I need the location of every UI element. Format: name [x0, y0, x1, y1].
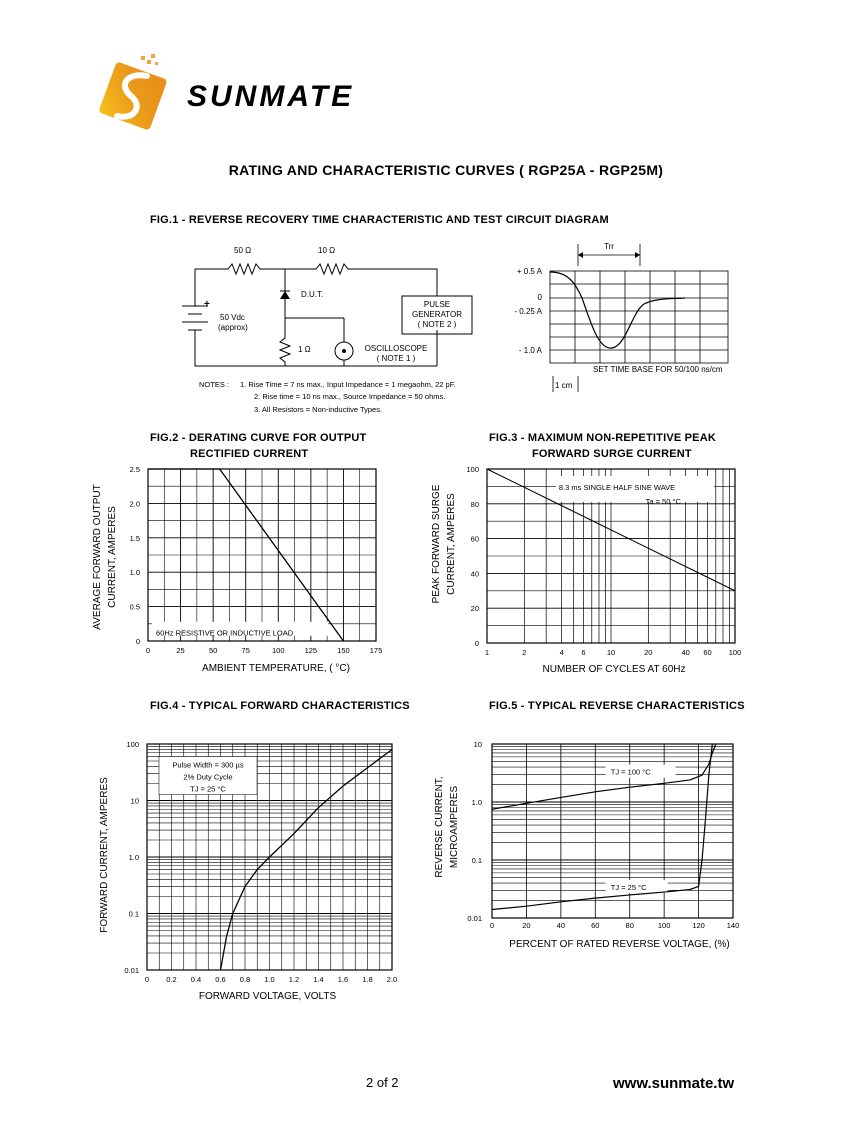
fig3-title-l1: FIG.3 - MAXIMUM NON-REPETITIVE PEAK: [489, 432, 717, 444]
notes-label: NOTES :: [199, 380, 230, 389]
pulse-l2: GENERATOR: [412, 310, 462, 319]
fig5-title: FIG.5 - TYPICAL REVERSE CHARACTERISTICS: [489, 700, 745, 712]
brand-name: SUNMATE: [187, 80, 355, 113]
fig2-x-tick: 100: [272, 646, 285, 655]
fig4-x-tick: 1.6: [337, 975, 349, 984]
fig2-x-tick: 175: [369, 646, 383, 655]
one-cm-label: 1 cm: [555, 381, 573, 390]
note3: 3. All Resistors = Non-inductive Types.: [254, 405, 383, 414]
fig4-title: FIG.4 - TYPICAL FORWARD CHARACTERISTICS: [150, 700, 410, 712]
fig4-x-label: FORWARD VOLTAGE, VOLTS: [198, 991, 337, 1002]
fig5-x-label: PERCENT OF RATED REVERSE VOLTAGE, (%): [509, 939, 730, 950]
fig5-x-tick: 60: [591, 921, 600, 930]
fig2-x-tick: 125: [304, 646, 318, 655]
r3-label: 1 Ω: [298, 345, 311, 354]
y-label-pos05: + 0.5 A: [516, 267, 542, 276]
fig2-chart: [85, 460, 405, 680]
r1-label: 50 Ω: [234, 246, 252, 255]
sunmate-logo: [95, 50, 365, 142]
fig3-y-tick: 100: [466, 465, 479, 474]
fig2-x-tick: 50: [208, 646, 218, 655]
page-title: RATING AND CHARACTERISTIC CURVES ( RGP25A - RGP25M): [228, 162, 664, 178]
time-base-label: SET TIME BASE FOR 50/100 ns/cm: [593, 365, 723, 374]
fig2-x-tick: 75: [241, 646, 250, 655]
note2: 2. Rise time = 10 ns max., Source Impedance = 50 ohms.: [254, 392, 446, 401]
fig5-y-tick: 10: [473, 740, 482, 749]
fig3-y-tick: 0: [474, 639, 479, 648]
fig5-x-tick: 40: [556, 921, 566, 930]
fig3-x-tick: 2: [522, 648, 527, 657]
fig5-x-tick: 100: [657, 921, 671, 930]
fig3-y-label-l1: PEAK FORWARD SURGE: [431, 484, 442, 604]
fig5-x-tick: 140: [726, 921, 740, 930]
fig4-x-tick: 1.0: [264, 975, 275, 984]
fig2-x-label: AMBIENT TEMPERATURE, ( °C): [202, 663, 350, 674]
note1: 1. Rise Time = 7 ns max., Input Impedance = 1 megaohm, 22 pF.: [240, 380, 456, 389]
fig3-x-tick: 10: [606, 648, 616, 657]
fig4-y-tick: 0.01: [124, 966, 139, 975]
fig4-y-tick: 100: [126, 740, 139, 749]
fig4-x-tick: 1.4: [313, 975, 324, 984]
fig3-y-tick: 40: [470, 569, 479, 579]
fig3-title-l2: FORWARD SURGE CURRENT: [532, 448, 692, 460]
fig5-y-tick: 1.0: [471, 798, 482, 807]
fig2-title-l1: FIG.2 - DERATING CURVE FOR OUTPUT: [150, 432, 367, 444]
fig2-y-tick: 2.0: [129, 499, 140, 509]
fig2-y-tick: 2.5: [129, 465, 140, 474]
fig4-y-tick: 10: [130, 796, 139, 806]
fig4-x-tick: 1.2: [288, 975, 300, 984]
dut-label: D.U.T.: [301, 290, 324, 299]
fig3-x-tick: 100: [728, 648, 742, 657]
website-url: www.sunmate.tw: [613, 1075, 735, 1092]
fig3-x-tick: 40: [681, 648, 690, 657]
fig3-y-tick: 60: [470, 534, 479, 544]
fig2-x-tick: 150: [337, 646, 350, 655]
fig5-x-tick: 80: [625, 921, 634, 930]
fig5-y-label-l1: REVERSE CURRENT,: [434, 776, 445, 878]
fig3-x-tick: 1: [484, 648, 490, 657]
fig4-y-tick: 1.0: [128, 853, 139, 862]
fig2-y-label-l1: AVERAGE FORWARD OUTPUT: [92, 484, 103, 630]
fig4-y-label: FORWARD CURRENT, AMPERES: [99, 777, 110, 933]
fig3-x-tick: 6: [581, 648, 586, 657]
fig5-x-tick: 0: [489, 921, 495, 930]
fig4-x-tick: 2.0: [386, 975, 398, 984]
pulse-l1: PULSE: [423, 300, 451, 309]
fig3-x-tick: 60: [703, 648, 712, 657]
fig3-annotation-l1: 8.3 ms SINGLE HALF SINE WAVE: [558, 482, 676, 492]
fig3-y-tick: 80: [470, 499, 479, 509]
fig2-title-l2: RECTIFIED CURRENT: [190, 448, 309, 460]
fig2-y-tick: 1.5: [129, 533, 140, 543]
trr-label: Trr: [604, 242, 614, 251]
fig3-y-tick: 20: [470, 604, 479, 614]
fig5-series-label-tj25: TJ = 25 °C: [610, 883, 647, 893]
fig3-annotation-l2: Ta = 50 °C: [645, 496, 681, 506]
fig5-series-label-tj100: TJ = 100 °C: [610, 767, 651, 777]
pulse-l3: ( NOTE 2 ): [417, 320, 457, 329]
fig2-annotation: 60Hz RESISTIVE OR INDUCTIVE LOAD: [156, 628, 294, 638]
fig4-x-tick: 0.2: [166, 975, 177, 984]
fig3-x-tick: 20: [644, 648, 653, 657]
fig4-legend-l3: TJ = 25 °C: [190, 784, 226, 794]
y-label-neg10: - 1.0 A: [518, 346, 542, 355]
fig3-x-tick: 4: [559, 648, 564, 657]
fig2-x-tick: 25: [176, 646, 185, 655]
fig5-x-tick: 20: [522, 921, 531, 930]
fig3-x-label: NUMBER OF CYCLES AT 60Hz: [542, 664, 686, 675]
fig5-y-label-l2: MICROAMPERES: [449, 785, 460, 869]
y-label-zero: 0: [537, 293, 542, 302]
fig5-y-tick: 0.1: [471, 856, 482, 865]
fig5-x-tick: 120: [692, 921, 705, 930]
fig4-x-tick: 0.6: [215, 975, 226, 984]
fig2-y-tick: 0.5: [129, 602, 140, 612]
osc-l2: ( NOTE 1 ): [376, 354, 416, 363]
fig5-series-tj100: [492, 744, 716, 809]
fig2-y-tick: 1.0: [129, 568, 140, 578]
fig4-y-tick: 0.1: [128, 909, 139, 919]
fig4-x-tick: 0.8: [239, 975, 251, 984]
fig4-x-tick: 0: [144, 975, 150, 984]
fig4-legend-l2: 2% Duty Cycle: [183, 772, 233, 782]
fig4-x-tick: 1.8: [362, 975, 373, 984]
fig2-x-tick: 0: [145, 646, 151, 655]
y-label-neg025: - 0.25 A: [514, 307, 542, 316]
fig4-legend-l1: Pulse Width = 300 µs: [172, 760, 244, 770]
supply-label: 50 Vdc: [220, 313, 245, 322]
fig3-y-label-l2: CURRENT, AMPERES: [446, 493, 457, 595]
fig1-circuit: [170, 236, 770, 426]
page-number: 2 of 2: [366, 1075, 399, 1090]
r2-label: 10 Ω: [318, 246, 336, 255]
fig2-y-label-l2: CURRENT, AMPERES: [107, 506, 118, 608]
fig5-chart: [430, 735, 770, 960]
fig3-chart: [425, 460, 755, 680]
fig4-chart: [95, 735, 410, 1010]
fig5-series-tj25: [492, 744, 712, 910]
osc-l1: OSCILLOSCOPE: [364, 344, 428, 353]
fig5-y-tick: 0.01: [467, 914, 482, 923]
plus-label: +: [204, 299, 210, 310]
fig4-x-tick: 0.4: [190, 975, 202, 984]
fig1-title: FIG.1 - REVERSE RECOVERY TIME CHARACTERISTIC AND TEST CIRCUIT DIAGRAM: [150, 214, 609, 226]
fig2-y-tick: 0: [135, 637, 140, 646]
supply-note: (approx): [218, 323, 248, 332]
